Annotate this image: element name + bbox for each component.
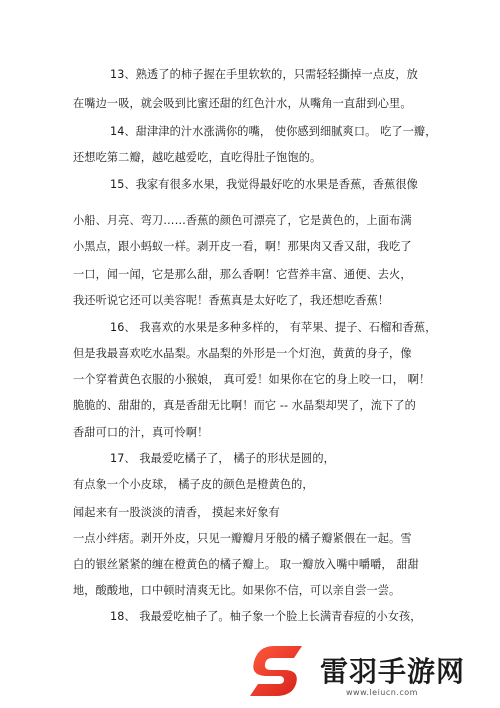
text-line: 一点小绊痞。剥开外皮，只见一瓣瓣月牙般的橘子瓣紧偎在一起。雪 [73,532,412,545]
text-line: 13、熟透了的柿子握在手里软软的，只需轻轻撕掉一点皮，放 [110,68,418,81]
text-line: 地，酸酸地，口中顿时清爽无比。如果你不信，可以亲自尝一尝。 [73,584,401,597]
text-line: 香甜可口的汁，真可怜啊！ [73,426,209,439]
brand-url: www.leiucn.com [346,688,418,697]
text-line: 15、我家有很多水果，我觉得最好吃的水果是香蕉，香蕉很像 [110,178,418,191]
text-line: 我还听说它还可以美容呢！香蕉真是太好吃了，我还想吃香蕉！ [73,294,390,307]
text-line: 一口，闻一闻，它是那么甜，那么香啊！它营养丰富、通便、去火， [73,268,412,281]
text-line: 17、 我最爱吃橘子了， 橘子的形状是圆的， [110,452,335,465]
brand-name: 雷羽手游网 [320,655,466,688]
text-line: 还想吃第二瓣，越吃越爱吃，直吃得肚子饱饱的。 [73,151,322,164]
text-line: 有点象一个小皮球， 橘子皮的颜色是橙黄色的， [73,478,314,491]
text-line: 在嘴边一吸，就会吸到比蜜还甜的红色汁水，从嘴角一直甜到心里。 [73,97,412,110]
site-watermark [242,640,492,704]
text-line: 18、 我最爱吃柚子了。柚子象一个脸上长满青春痘的小女孩， [110,610,422,623]
text-line: 但是我最喜欢吃水晶梨。水晶梨的外形是一个灯泡，黄黄的身子，像 [73,347,412,360]
text-line: 脆脆的、甜甜的，真是香甜无比啊！而它 -- 水晶梨却哭了，流下了的 [73,399,416,412]
text-line: 一个穿着黄色衣服的小猴娘， 真可爱！如果你在它的身上咬一口， 啊！ [73,373,431,386]
text-line: 闻起来有一股淡淡的清香， 摸起来好象有 [73,506,280,519]
text-line: 16、 我喜欢的水果是多种多样的， 有苹果、提子、石榴和香蕉， [110,321,437,334]
brand-logo-icon [244,642,314,700]
text-line: 白的银丝紧紧的缠在橙黄色的橘子瓣上。 取一瓣放入嘴中嚼嚼， 甜甜 [73,558,419,571]
text-line: 14、甜津津的汁水涨满你的嘴， 使你感到细腻爽口。 吃了一瓣， [110,125,437,138]
text-line: 小黑点，跟小蚂蚁一样。剥开皮一看，啊！那果肉又香又甜，我吃了 [73,240,412,253]
text-line: 小船、月亮、弯刀……香蕉的颜色可漂亮了，它是黄色的，上面布满 [73,214,412,227]
